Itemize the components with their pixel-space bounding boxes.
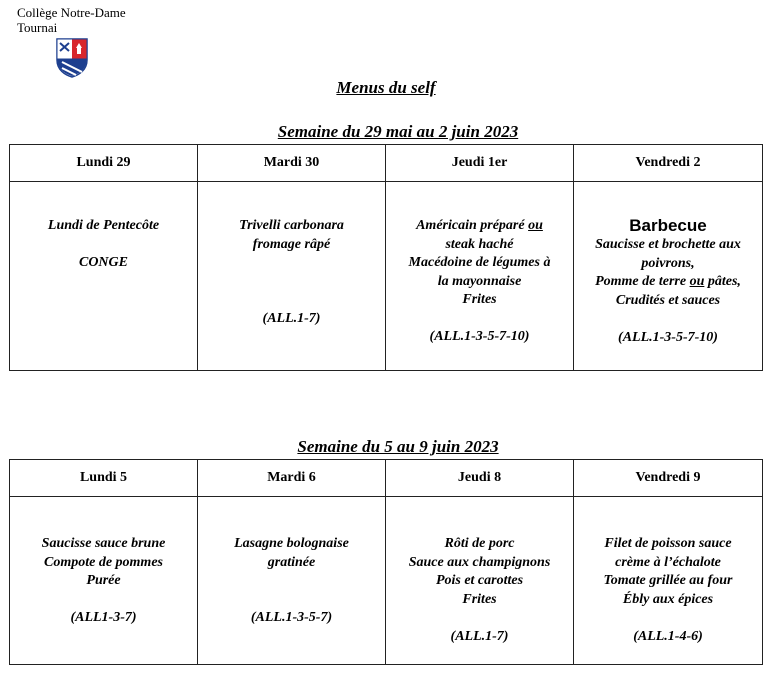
menu-line-or: ou bbox=[528, 218, 543, 233]
menu-line: Crudités et sauces bbox=[615, 292, 721, 308]
week-title-1: Semaine du 29 mai au 2 juin 2023 bbox=[277, 122, 519, 141]
menu-line: crème à l’échalote bbox=[615, 554, 721, 570]
menu-line: Filet de poisson sauce bbox=[604, 536, 732, 551]
menu-cell bbox=[198, 497, 386, 665]
school-name: Collège Notre-Dame bbox=[17, 5, 126, 20]
allergen-info: (ALL.1-3-5-7-10) bbox=[618, 329, 718, 345]
school-header bbox=[17, 5, 126, 35]
menu-table-week-2 bbox=[9, 459, 763, 665]
day-header: Jeudi 8 bbox=[386, 460, 574, 497]
day-header: Mardi 30 bbox=[198, 145, 386, 182]
menu-cell bbox=[198, 182, 386, 371]
menu-cell bbox=[10, 497, 198, 665]
menu-line: poivrons, bbox=[641, 255, 695, 271]
allergen-info: (ALL.1-3-5-7) bbox=[250, 610, 333, 625]
menu-line: Pomme de terre bbox=[595, 274, 690, 289]
day-header: Vendredi 2 bbox=[574, 145, 763, 182]
menu-cell bbox=[574, 497, 763, 665]
school-crest-icon bbox=[56, 38, 88, 78]
menu-heading: Barbecue bbox=[629, 216, 707, 235]
menu-line-or: ou bbox=[689, 274, 705, 289]
table-row bbox=[10, 182, 763, 371]
menu-line: steak haché bbox=[445, 236, 514, 252]
menu-line: Américain préparé bbox=[416, 218, 529, 233]
menu-line: Pois et carottes bbox=[435, 573, 524, 588]
menu-cell bbox=[386, 497, 574, 665]
menu-cell bbox=[386, 182, 574, 371]
school-city: Tournai bbox=[17, 20, 58, 35]
allergen-info: (ALL.1-7) bbox=[450, 628, 509, 644]
day-header: Jeudi 1er bbox=[386, 145, 574, 182]
menu-line: Rôti de porc bbox=[444, 536, 515, 551]
allergen-info: (ALL.1-3-5-7-10) bbox=[429, 329, 530, 344]
menu-line: Frites bbox=[462, 591, 497, 607]
menu-line: Compote de pommes bbox=[44, 554, 163, 570]
table-header-row bbox=[10, 145, 763, 182]
menu-cell bbox=[574, 182, 763, 371]
week-title-2: Semaine du 5 au 9 juin 2023 bbox=[297, 437, 499, 456]
menu-line: Sauce aux champignons bbox=[408, 554, 551, 570]
menu-line: Saucisse sauce brune bbox=[41, 536, 166, 551]
allergen-info: (ALL1-3-7) bbox=[70, 610, 137, 625]
menu-line: Trivelli carbonara bbox=[239, 218, 344, 233]
menu-line: la mayonnaise bbox=[437, 273, 522, 289]
day-header: Lundi 29 bbox=[10, 145, 198, 182]
menu-line: Lundi de Pentecôte bbox=[47, 218, 160, 233]
page-title: Menus du self bbox=[336, 78, 436, 97]
menu-line: Ébly aux épices bbox=[622, 591, 714, 607]
day-header: Mardi 6 bbox=[198, 460, 386, 497]
day-header: Lundi 5 bbox=[10, 460, 198, 497]
menu-line: Frites bbox=[462, 292, 497, 307]
menu-line: CONGE bbox=[78, 255, 128, 270]
menu-line: Purée bbox=[86, 573, 121, 588]
menu-line: Macédoine de légumes à bbox=[408, 255, 551, 270]
menu-line: pâtes, bbox=[704, 274, 741, 289]
day-header: Vendredi 9 bbox=[574, 460, 763, 497]
table-row bbox=[10, 497, 763, 665]
allergen-info: (ALL.1-4-6) bbox=[633, 628, 703, 644]
allergen-info: (ALL.1-7) bbox=[262, 310, 321, 326]
table-header-row bbox=[10, 460, 763, 497]
menu-line: Tomate grillée au four bbox=[603, 573, 733, 588]
menu-line: gratinée bbox=[267, 554, 316, 570]
menu-line: Saucisse et brochette aux bbox=[595, 237, 741, 252]
menu-line: fromage râpé bbox=[252, 236, 331, 252]
menu-line: Lasagne bolognaise bbox=[234, 536, 349, 551]
menu-cell bbox=[10, 182, 198, 371]
menu-table-week-1 bbox=[9, 144, 763, 371]
